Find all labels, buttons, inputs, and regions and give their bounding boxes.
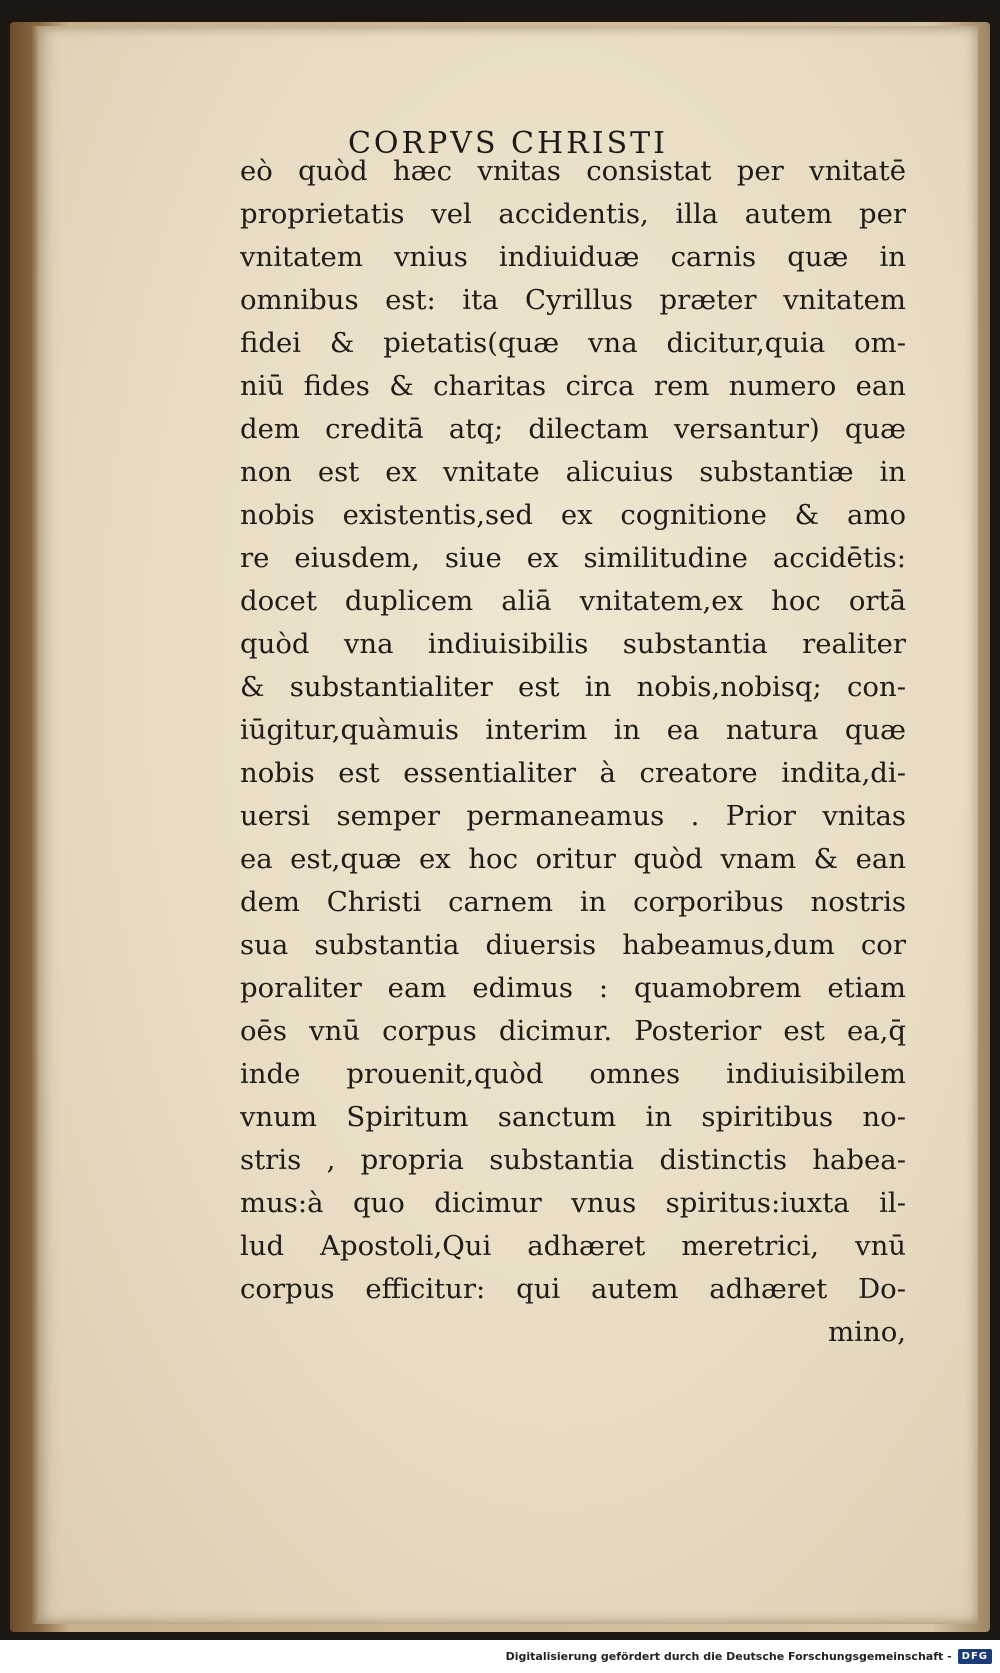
text-line: ea est,quæ ex hoc oritur quòd vnam & ean xyxy=(240,843,906,875)
text-line: corpus efficitur: qui autem adhæret Do- xyxy=(240,1273,906,1305)
text-line: inde prouenit,quòd omnes indiuisibilem xyxy=(240,1058,906,1090)
text-line: dem creditā atq; dilectam versantur) quæ xyxy=(240,413,906,445)
running-head: CORPVS CHRISTI xyxy=(347,126,669,161)
catchword: mino, xyxy=(828,1316,906,1348)
text-line: sua substantia diuersis habeamus,dum cor xyxy=(240,929,906,961)
text-line: stris , propria substantia distinctis habea- xyxy=(240,1144,906,1176)
text-line: uersi semper permaneamus . Prior vnitas xyxy=(240,800,906,832)
text-line: oēs vnū corpus dicimur. Posterior est ea,q̄ xyxy=(240,1015,906,1047)
body-text xyxy=(240,150,906,1354)
text-line: nobis existentis,sed ex cognitione & amo xyxy=(240,499,906,531)
text-line: vnitatem vnius indiuiduæ carnis quæ in xyxy=(240,241,906,273)
text-line: mus:à quo dicimur vnus spiritus:iuxta il- xyxy=(240,1187,906,1219)
text-line: proprietatis vel accidentis, illa autem per xyxy=(240,198,906,230)
dfg-logo-icon: DFG xyxy=(958,1649,992,1664)
text-line: non est ex vnitate alicuius substantiæ in xyxy=(240,456,906,488)
text-line: quòd vna indiuisibilis substantia realiter xyxy=(240,628,906,660)
text-line: dem Christi carnem in corporibus nostris xyxy=(240,886,906,918)
text-line: omnibus est: ita Cyrillus præter vnitatem xyxy=(240,284,906,316)
text-line: re eiusdem, siue ex similitudine accidētis: xyxy=(240,542,906,574)
text-line: fidei & pietatis(quæ vna dicitur,quia om- xyxy=(240,327,906,359)
text-line: docet duplicem aliā vnitatem,ex hoc ortā xyxy=(240,585,906,617)
text-line: vnum Spiritum sanctum in spiritibus no- xyxy=(240,1101,906,1133)
text-line: eò quòd hæc vnitas consistat per vnitatē xyxy=(240,155,906,187)
text-line: iūgitur,quàmuis interim in ea natura quæ xyxy=(240,714,906,746)
funding-note: Digitalisierung gefördert durch die Deutsche Forschungsgemeinschaft - xyxy=(505,1649,952,1663)
text-line: nobis est essentialiter à creatore indita,di- xyxy=(240,757,906,789)
text-line: poraliter eam edimus : quamobrem etiam xyxy=(240,972,906,1004)
text-line: & substantialiter est in nobis,nobisq; con- xyxy=(240,671,906,703)
text-line: niū fides & charitas circa rem numero ean xyxy=(240,370,906,402)
funding-footer xyxy=(506,1644,992,1668)
text-line: lud Apostoli,Qui adhæret meretrici, vnū xyxy=(240,1230,906,1262)
